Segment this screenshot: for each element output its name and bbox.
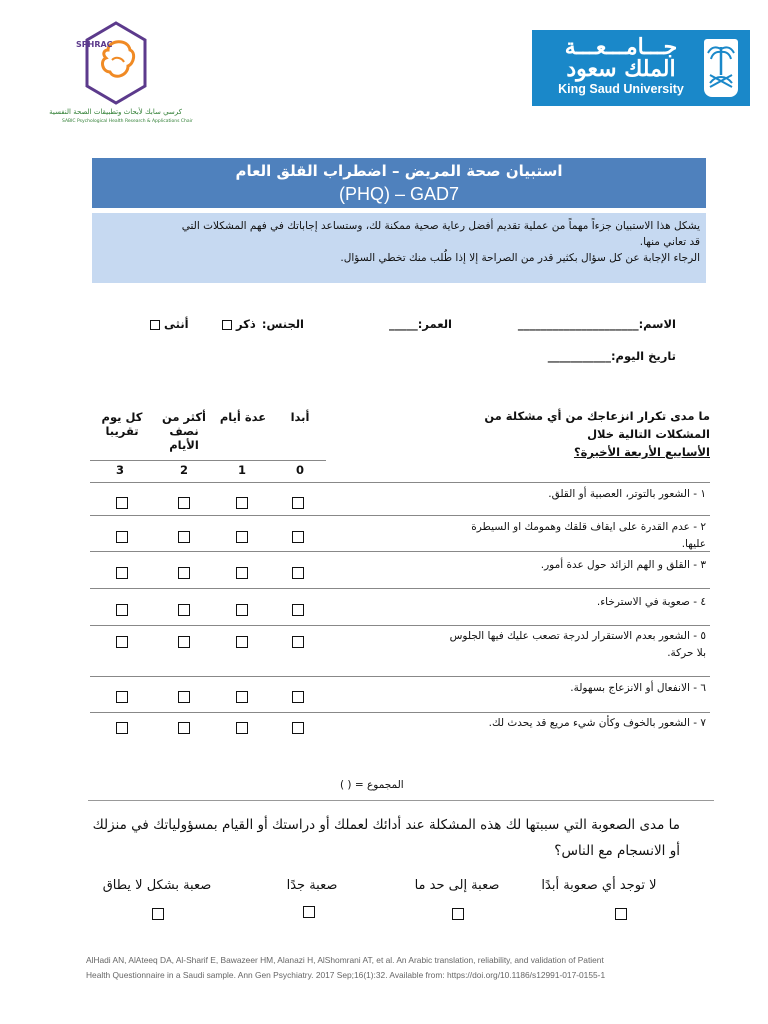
row-divider — [90, 551, 710, 552]
table-question-line-2: الأسابيع الأربعة الأخيرة؟ — [573, 445, 710, 459]
item-3-several-days-checkbox[interactable] — [236, 567, 248, 579]
item-text-5: ٥ - الشعور بعدم الاستقرار لدرجة تصعب عليك فيها الجلوس بلا حركة. — [449, 630, 706, 659]
table-question-header — [448, 407, 710, 461]
citation — [86, 953, 686, 983]
chair-name-english: SABIC Psychological Health Research & Applications Chair — [62, 119, 193, 124]
difficulty-option-somewhat: صعبة إلى حد ما — [414, 878, 500, 893]
title-english: (PHQ) – GAD7 — [338, 184, 460, 204]
difficulty-option-none: لا توجد أي صعوبة أبدًا — [541, 878, 657, 893]
item-4-more-than-half-checkbox[interactable] — [178, 604, 190, 616]
university-name-arabic-line2: الملك سعود — [566, 56, 676, 82]
item-5-several-days-checkbox[interactable] — [236, 636, 248, 648]
row-divider — [90, 625, 710, 626]
section-divider — [88, 800, 714, 801]
row-divider — [90, 588, 710, 589]
difficulty-option-extreme: صعبة بشكل لا يطاق — [102, 878, 212, 893]
date-field[interactable]: تاريخ اليوم:___________ — [547, 349, 676, 363]
item-7-more-than-half-checkbox[interactable] — [178, 722, 190, 734]
total-score: المجموع = ( ) — [340, 779, 404, 791]
gender-female-checkbox[interactable] — [150, 320, 160, 330]
title-arabic: استبيان صحة المريض – اضطراب القلق العام — [235, 162, 563, 180]
university-name-english: King Saud University — [558, 82, 684, 96]
row-divider — [90, 482, 710, 483]
item-4-nearly-every-day-checkbox[interactable] — [116, 604, 128, 616]
item-2-several-days-checkbox[interactable] — [236, 531, 248, 543]
score-never: 0 — [295, 463, 304, 477]
column-header-more-than-half: أكثر من نصف الأيام — [162, 410, 206, 452]
item-1-nearly-every-day-checkbox[interactable] — [116, 497, 128, 509]
item-text-1: ١ - الشعور بالتوتر، العصبية أو القلق. — [548, 488, 706, 500]
item-4-several-days-checkbox[interactable] — [236, 604, 248, 616]
item-4-never-checkbox[interactable] — [292, 604, 304, 616]
difficulty-somewhat-checkbox[interactable] — [452, 908, 464, 920]
difficulty-none-checkbox[interactable] — [615, 908, 627, 920]
item-text-2: ٢ - عدم القدرة على ايقاف قلقك وهمومك او السيطرة عليها. — [471, 521, 706, 550]
score-several-days: 1 — [237, 463, 246, 477]
item-5-never-checkbox[interactable] — [292, 636, 304, 648]
chair-name-arabic: كرسي سابك لأبحاث وتطبيقات الصحة النفسية — [49, 108, 182, 116]
item-5-nearly-every-day-checkbox[interactable] — [116, 636, 128, 648]
item-7-never-checkbox[interactable] — [292, 722, 304, 734]
citation-line-2: Health Questionnaire in a Saudi sample. Ann Gen Psychiatry. 2017 Sep;16(1):32. Available from: https://doi.org/10.1186/s12991-017-0155-1 — [86, 970, 606, 980]
item-1-never-checkbox[interactable] — [292, 497, 304, 509]
university-name-arabic — [546, 36, 696, 80]
gender-male-option[interactable] — [222, 317, 256, 331]
item-text-6: ٦ - الانفعال أو الانزعاج بسهولة. — [570, 682, 706, 694]
item-6-several-days-checkbox[interactable] — [236, 691, 248, 703]
item-6-more-than-half-checkbox[interactable] — [178, 691, 190, 703]
instructions-line-1: يشكل هذا الاستبيان جزءاً مهماً من عملية تقديم أفضل رعاية صحية ممكنة لك، وستساعد إجاباتك في فهم المشكلات التي — [181, 220, 700, 232]
difficulty-very-checkbox[interactable] — [303, 906, 315, 918]
gender-female-label: أنثى — [164, 317, 189, 331]
instructions-box — [92, 213, 706, 283]
item-text-7: ٧ - الشعور بالخوف وكأن شيء مريع قد يحدث لك. — [488, 717, 706, 729]
item-6-nearly-every-day-checkbox[interactable] — [116, 691, 128, 703]
row-divider — [90, 712, 710, 713]
item-2-never-checkbox[interactable] — [292, 531, 304, 543]
sphrac-logo — [49, 20, 193, 126]
instructions-line-3: الرجاء الإجابة عن كل سؤال بكثير قدر من الصراحة إلا إذا طُلب منك تخطي السؤال. — [340, 252, 700, 264]
score-divider — [90, 460, 326, 461]
item-3-never-checkbox[interactable] — [292, 567, 304, 579]
gender-female-option[interactable] — [150, 317, 189, 331]
item-text-3: ٣ - القلق و الهم الزائد حول عدة أمور. — [540, 559, 706, 571]
row-divider — [90, 515, 710, 516]
name-field[interactable]: الاسم:_____________________ — [517, 317, 676, 331]
score-more-than-half: 2 — [179, 463, 188, 477]
row-divider — [90, 676, 710, 677]
item-6-never-checkbox[interactable] — [292, 691, 304, 703]
age-field[interactable]: العمر:_____ — [389, 317, 452, 331]
column-header-nearly-every-day: كل يوم تقريبا — [101, 410, 143, 438]
sphrac-hexagon-icon — [84, 20, 148, 106]
column-header-several-days: عدة أيام — [219, 410, 267, 424]
university-name-arabic-line1: جـــامـــعـــة — [564, 34, 678, 60]
questionnaire-title — [92, 158, 706, 208]
gender-label: الجنس: — [261, 317, 304, 331]
item-2-nearly-every-day-checkbox[interactable] — [116, 531, 128, 543]
sphrac-acronym: SPHRAC — [76, 40, 113, 49]
difficulty-question: ما مدى الصعوبة التي سببتها لك هذه المشكلة عند أدائك لعملك أو دراستك أو القيام بمسؤولياتك في منزلك أو الانسجام مع الناس؟ — [92, 817, 680, 859]
item-5-more-than-half-checkbox[interactable] — [178, 636, 190, 648]
instructions-line-2: قد تعاني منها. — [639, 236, 700, 248]
item-3-more-than-half-checkbox[interactable] — [178, 567, 190, 579]
item-text-4: ٤ - صعوبة في الاسترخاء. — [596, 596, 706, 608]
item-7-nearly-every-day-checkbox[interactable] — [116, 722, 128, 734]
item-2-more-than-half-checkbox[interactable] — [178, 531, 190, 543]
gender-male-label: ذكر — [236, 317, 256, 331]
king-saud-university-logo — [532, 30, 750, 106]
column-header-never: أبدا — [290, 410, 310, 424]
difficulty-extreme-checkbox[interactable] — [152, 908, 164, 920]
table-question-line-1: ما مدى تكرار انزعاجك من أي مشكلة من المشكلات التالية خلال — [484, 409, 710, 441]
item-7-several-days-checkbox[interactable] — [236, 722, 248, 734]
gad7-table — [90, 400, 710, 745]
palm-emblem-icon — [704, 39, 738, 97]
score-nearly-every-day: 3 — [115, 463, 124, 477]
citation-line-1: AlHadi AN, AlAteeq DA, Al-Sharif E, Bawazeer HM, Alanazi H, AlShomrani AT, et al. An Arabic translation, reliability, and validation of Patient — [86, 955, 604, 965]
item-3-nearly-every-day-checkbox[interactable] — [116, 567, 128, 579]
difficulty-option-very: صعبة جدًا — [286, 878, 338, 893]
item-1-more-than-half-checkbox[interactable] — [178, 497, 190, 509]
item-1-several-days-checkbox[interactable] — [236, 497, 248, 509]
gender-male-checkbox[interactable] — [222, 320, 232, 330]
